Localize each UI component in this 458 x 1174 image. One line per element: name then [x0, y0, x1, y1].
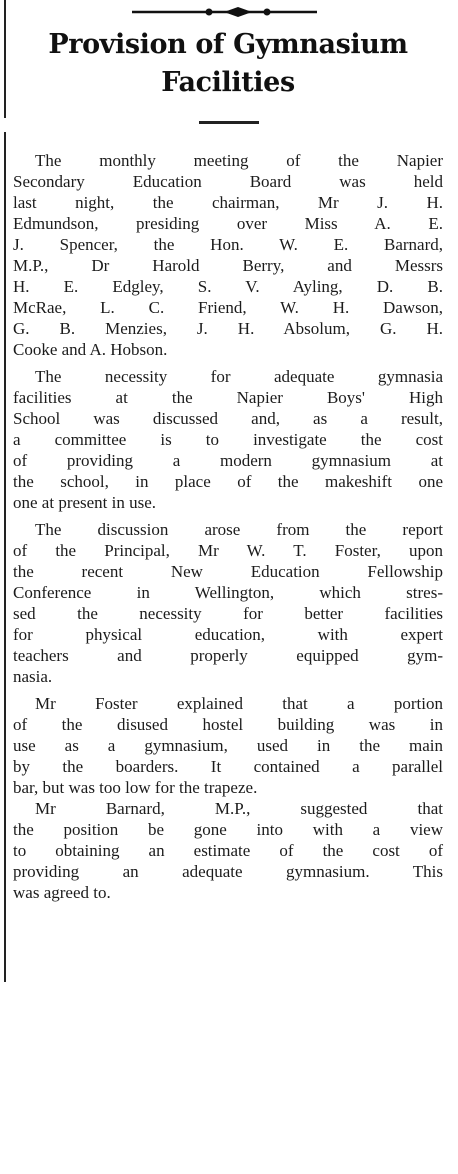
text-line: McRae, L. C. Friend, W. H. Dawson,: [13, 298, 443, 317]
text-line: by the boarders. It contained a parallel: [13, 757, 443, 776]
paragraph-gymnasia: [13, 366, 443, 513]
text-line: of providing a modern gymnasium at: [13, 451, 443, 470]
text-line: J. Spencer, the Hon. W. E. Barnard,: [13, 235, 443, 254]
text-line: Mr Foster explained that a portion: [35, 694, 443, 713]
text-line: School was discussed and, as a result,: [13, 409, 443, 428]
headline-line-2: Facilities: [161, 67, 295, 98]
text-line: bar, but was too low for the trapeze.: [13, 778, 258, 797]
paragraph-foster: [13, 693, 443, 798]
paragraph-meeting: [13, 150, 443, 360]
text-line: of the disused hostel building was in: [13, 715, 443, 734]
text-line: to obtaining an estimate of the cost of: [13, 841, 443, 860]
headline-line-1: Provision of Gymnasium: [48, 29, 408, 60]
text-line: the position be gone into with a view: [13, 820, 443, 839]
text-line: The discussion arose from the report: [35, 520, 443, 539]
text-line: the recent New Education Fellowship: [13, 562, 443, 581]
text-line: last night, the chairman, Mr J. H.: [13, 193, 443, 212]
text-line: of the Principal, Mr W. T. Foster, upon: [13, 541, 443, 560]
text-line: use as a gymnasium, used in the main: [13, 736, 443, 755]
article-body: [13, 150, 443, 903]
headline-rule: [199, 121, 259, 124]
text-line: Conference in Wellington, which stres-: [13, 583, 443, 602]
text-line: Secondary Education Board was held: [13, 172, 443, 191]
headline: [18, 26, 438, 102]
column-rule-body: [4, 132, 6, 982]
text-line: was agreed to.: [13, 883, 111, 902]
text-line: Edmundson, presiding over Miss A. E.: [13, 214, 443, 233]
text-line: G. B. Menzies, J. H. Absolum, G. H.: [13, 319, 443, 338]
text-line: The monthly meeting of the Napier: [35, 151, 443, 170]
text-line: sed the necessity for better facilities: [13, 604, 443, 623]
paragraph-discussion: [13, 519, 443, 687]
text-line: M.P., Dr Harold Berry, and Messrs: [13, 256, 443, 275]
text-line: The necessity for adequate gymnasia: [35, 367, 443, 386]
text-line: teachers and properly equipped gym-: [13, 646, 443, 665]
column-rule-top: [4, 0, 6, 118]
text-line: the school, in place of the makeshift one: [13, 472, 443, 491]
text-line: Mr Barnard, M.P., suggested that: [35, 799, 443, 818]
text-line: H. E. Edgley, S. V. Ayling, D. B.: [13, 277, 443, 296]
paragraph-barnard: [13, 798, 443, 903]
ornamental-dash-divider: [132, 5, 317, 19]
text-line: nasia.: [13, 667, 53, 686]
text-line: providing an adequate gymnasium. This: [13, 862, 443, 881]
text-line: a committee is to investigate the cost: [13, 430, 443, 449]
text-line: one at present in use.: [13, 493, 157, 512]
text-line: facilities at the Napier Boys' High: [13, 388, 443, 407]
text-line: Cooke and A. Hobson.: [13, 340, 168, 359]
text-line: for physical education, with expert: [13, 625, 443, 644]
